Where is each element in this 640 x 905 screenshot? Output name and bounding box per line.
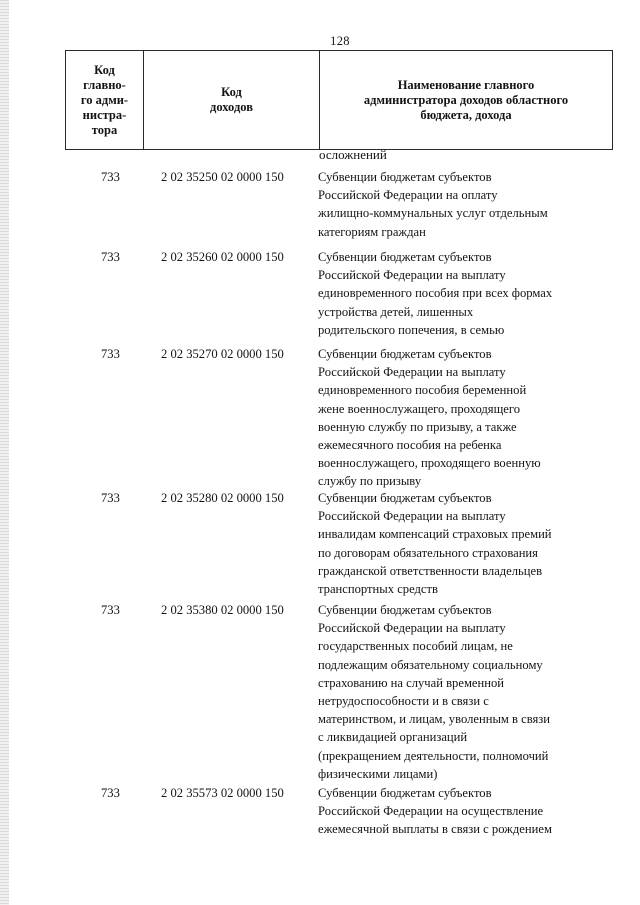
admin-code: 733 (101, 786, 120, 800)
admin-code: 733 (101, 170, 120, 184)
income-name: Субвенции бюджетам субъектов Российской Федерации на выплату единовременного пособия при всех формах устройства детей, лишенных родительского попечения, в семью (318, 250, 553, 337)
header-income-code-label: Код доходов (210, 85, 253, 114)
header-admin-code-label: Код главно- го адми- нистра- тора (80, 62, 129, 137)
income-name: Субвенции бюджетам субъектов Российской Федерации на оплату жилищно-коммунальных услуг отдельным категориям граждан (318, 170, 548, 239)
income-code: 2 02 35280 02 0000 150 (161, 491, 284, 505)
income-name: Субвенции бюджетам субъектов Российской Федерации на осуществление ежемесячной выплаты в связи с рождением (318, 786, 552, 837)
income-code: 2 02 35270 02 0000 150 (161, 347, 284, 361)
admin-code: 733 (101, 347, 120, 361)
header-income-code (144, 51, 319, 149)
income-code: 2 02 35573 02 0000 150 (161, 786, 284, 800)
income-name: Субвенции бюджетам субъектов Российской Федерации на выплату государственных пособий лицам, не подлежащим обязательному социальному страхованию на случай временной нетрудоспособности и в связи с материнством, и лицам, уволенным в связи с ликвидацией организаций (прекращением деятельности, полномочий физическими лицами) (318, 603, 550, 781)
admin-code: 733 (101, 603, 120, 617)
income-name: Субвенции бюджетам субъектов Российской Федерации на выплату инвалидам компенсаций страховых премий по договорам обязательного страхования гражданской ответственности владельцев транспортных средств (318, 491, 552, 597)
income-code: 2 02 35260 02 0000 150 (161, 250, 284, 264)
page-number: 128 (330, 34, 350, 48)
header-name-label: Наименование главного администратора доходов областного бюджета, дохода (363, 77, 569, 122)
admin-code: 733 (101, 491, 120, 505)
income-name: Субвенции бюджетам субъектов Российской Федерации на выплату единовременного пособия беременной жене военнослужащего, проходящего военную службу по призыву, а также ежемесячного пособия на ребенка военнослужащего, проходящего военную службу по призыву (318, 347, 541, 489)
header-admin-code (66, 51, 143, 149)
scan-edge (0, 0, 9, 905)
header-name (320, 51, 612, 149)
continuation-text: осложнений (319, 147, 387, 162)
income-code: 2 02 35250 02 0000 150 (161, 170, 284, 184)
table-header (65, 50, 613, 150)
admin-code: 733 (101, 250, 120, 264)
income-code: 2 02 35380 02 0000 150 (161, 603, 284, 617)
